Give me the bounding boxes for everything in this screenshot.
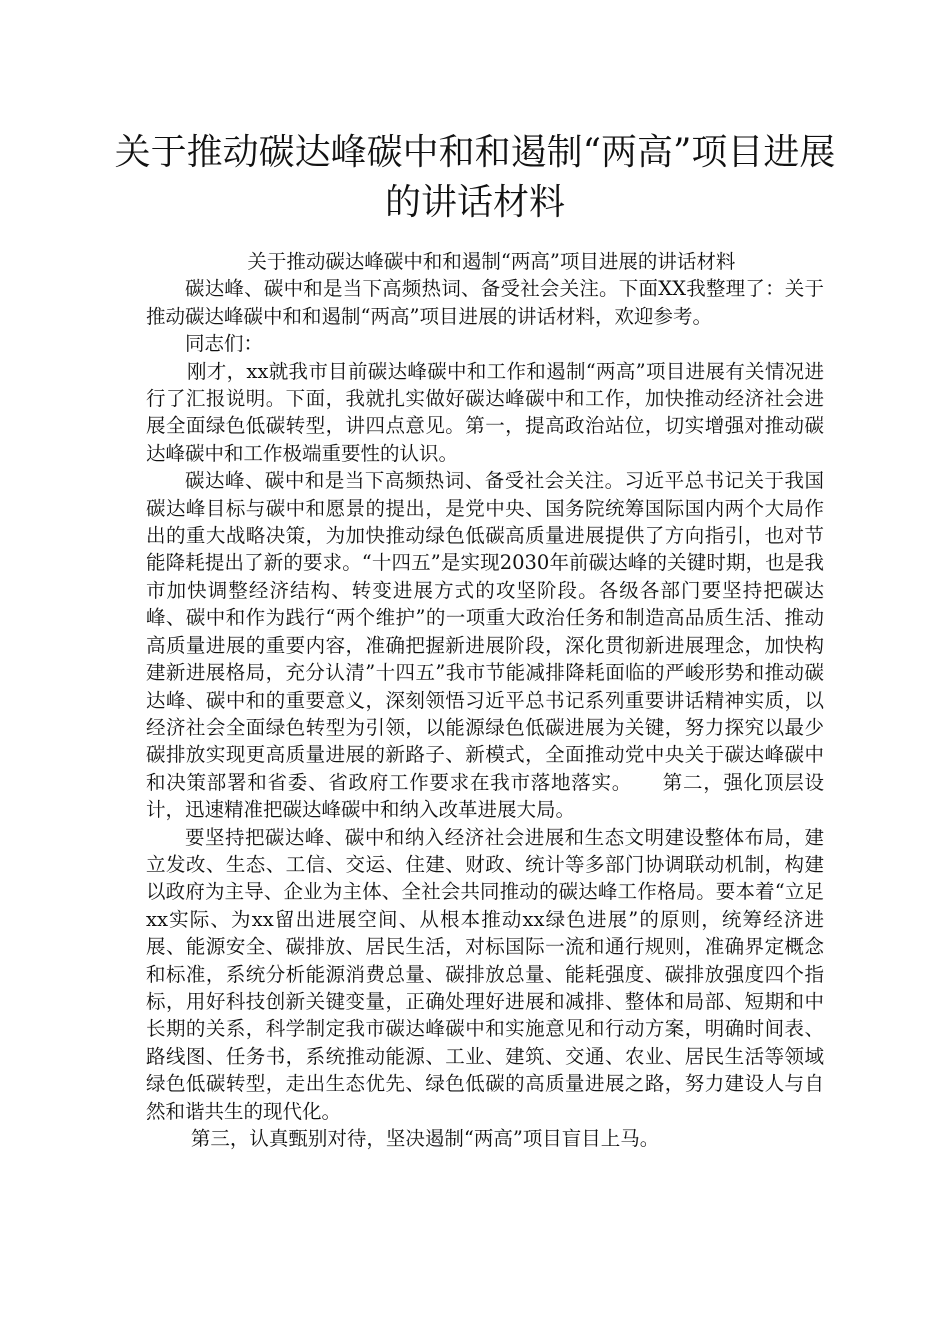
paragraph-point-three: 第三，认真甄别对待，坚决遏制“两高”项目盲目上马。	[190, 1127, 660, 1150]
paragraph-salutation: 同志们：	[185, 332, 264, 356]
paragraph-subtitle: 关于推动碳达峰碳中和和遏制“两高”项目进展的讲话材料	[247, 250, 736, 273]
paragraph-point-one: 碳达峰、碳中和是当下高频热词、备受社会关注。习近平总书记关于我国碳达峰目标与碳中和愿景的提出，是党中央、国务院统筹国际国内两个大局作出的重大战略决策，为加快推动绿色低碳高质量进展提供了方向指引，也对节能降耗提出了新的要求。“十四五”是实现2030年前碳达峰的关键时期，也是我市加快调整经济结构、转变进展方式的攻坚阶段。各级各部门要坚持把碳达峰、碳中和作为践行“两个维护”的一项重大政治任务和制造高品质生活、推动高质量进展的重要内容，准确把握新进展阶段，深化贯彻新进展理念，加快构建新进展格局，充分认清”十四五”我市节能减排降耗面临的严峻形势和推动碳达峰、碳中和的重要意义，深刻领悟习近平总书记系列重要讲话精神实质，以经济社会全面绿色转型为引领，以能源绿色低碳进展为关键，努力探究以最少碳排放实现更高质量进展的新路子、新模式，全面推动党中央关于碳达峰碳中和决策部署和省委、省政府工作要求在我市落地落实。 第二，强化顶层设计，迅速精准把碳达峰碳中和纳入改革进展大局。	[146, 469, 824, 822]
document-title: 关于推动碳达峰碳中和和遏制“两高”项目进展的讲话材料	[114, 132, 836, 223]
document-body	[146, 248, 824, 1152]
paragraph-point-two: 要坚持把碳达峰、碳中和纳入经济社会进展和生态文明建设整体布局，建立发改、生态、工信、交运、住建、财政、统计等多部门协调联动机制，构建以政府为主导、企业为主体、全社会共同推动的碳达峰工作格局。要本着“立足xx实际、为xx留出进展空间、从根本推动xx绿色进展”的原则，统筹经济进展、能源安全、碳排放、居民生活，对标国际一流和通行规则，准确界定概念和标准，系统分析能源消费总量、碳排放总量、能耗强度、碳排放强度四个指标，用好科技创新关键变量，正确处理好进展和减排、整体和局部、短期和中长期的关系，科学制定我市碳达峰碳中和实施意见和行动方案，明确时间表、路线图、任务书，系统推动能源、工业、建筑、交通、农业、居民生活等领域绿色低碳转型，走出生态优先、绿色低碳的高质量进展之路，努力建设人与自然和谐共生的现代化。	[146, 825, 824, 1123]
paragraph-opening: 刚才，xx就我市目前碳达峰碳中和工作和遏制“两高”项目进展有关情况进行了汇报说明。下面，我就扎实做好碳达峰碳中和工作，加快推动经济社会进展全面绿色低碳转型，讲四点意见。第一，提高政治站位，切实增强对推动碳达峰碳中和工作极端重要性的认识。	[146, 359, 824, 465]
paragraph-intro: 碳达峰、碳中和是当下高频热词、备受社会关注。下面XX我整理了：关于推动碳达峰碳中和和遏制“两高”项目进展的讲话材料，欢迎参考。	[146, 277, 824, 328]
